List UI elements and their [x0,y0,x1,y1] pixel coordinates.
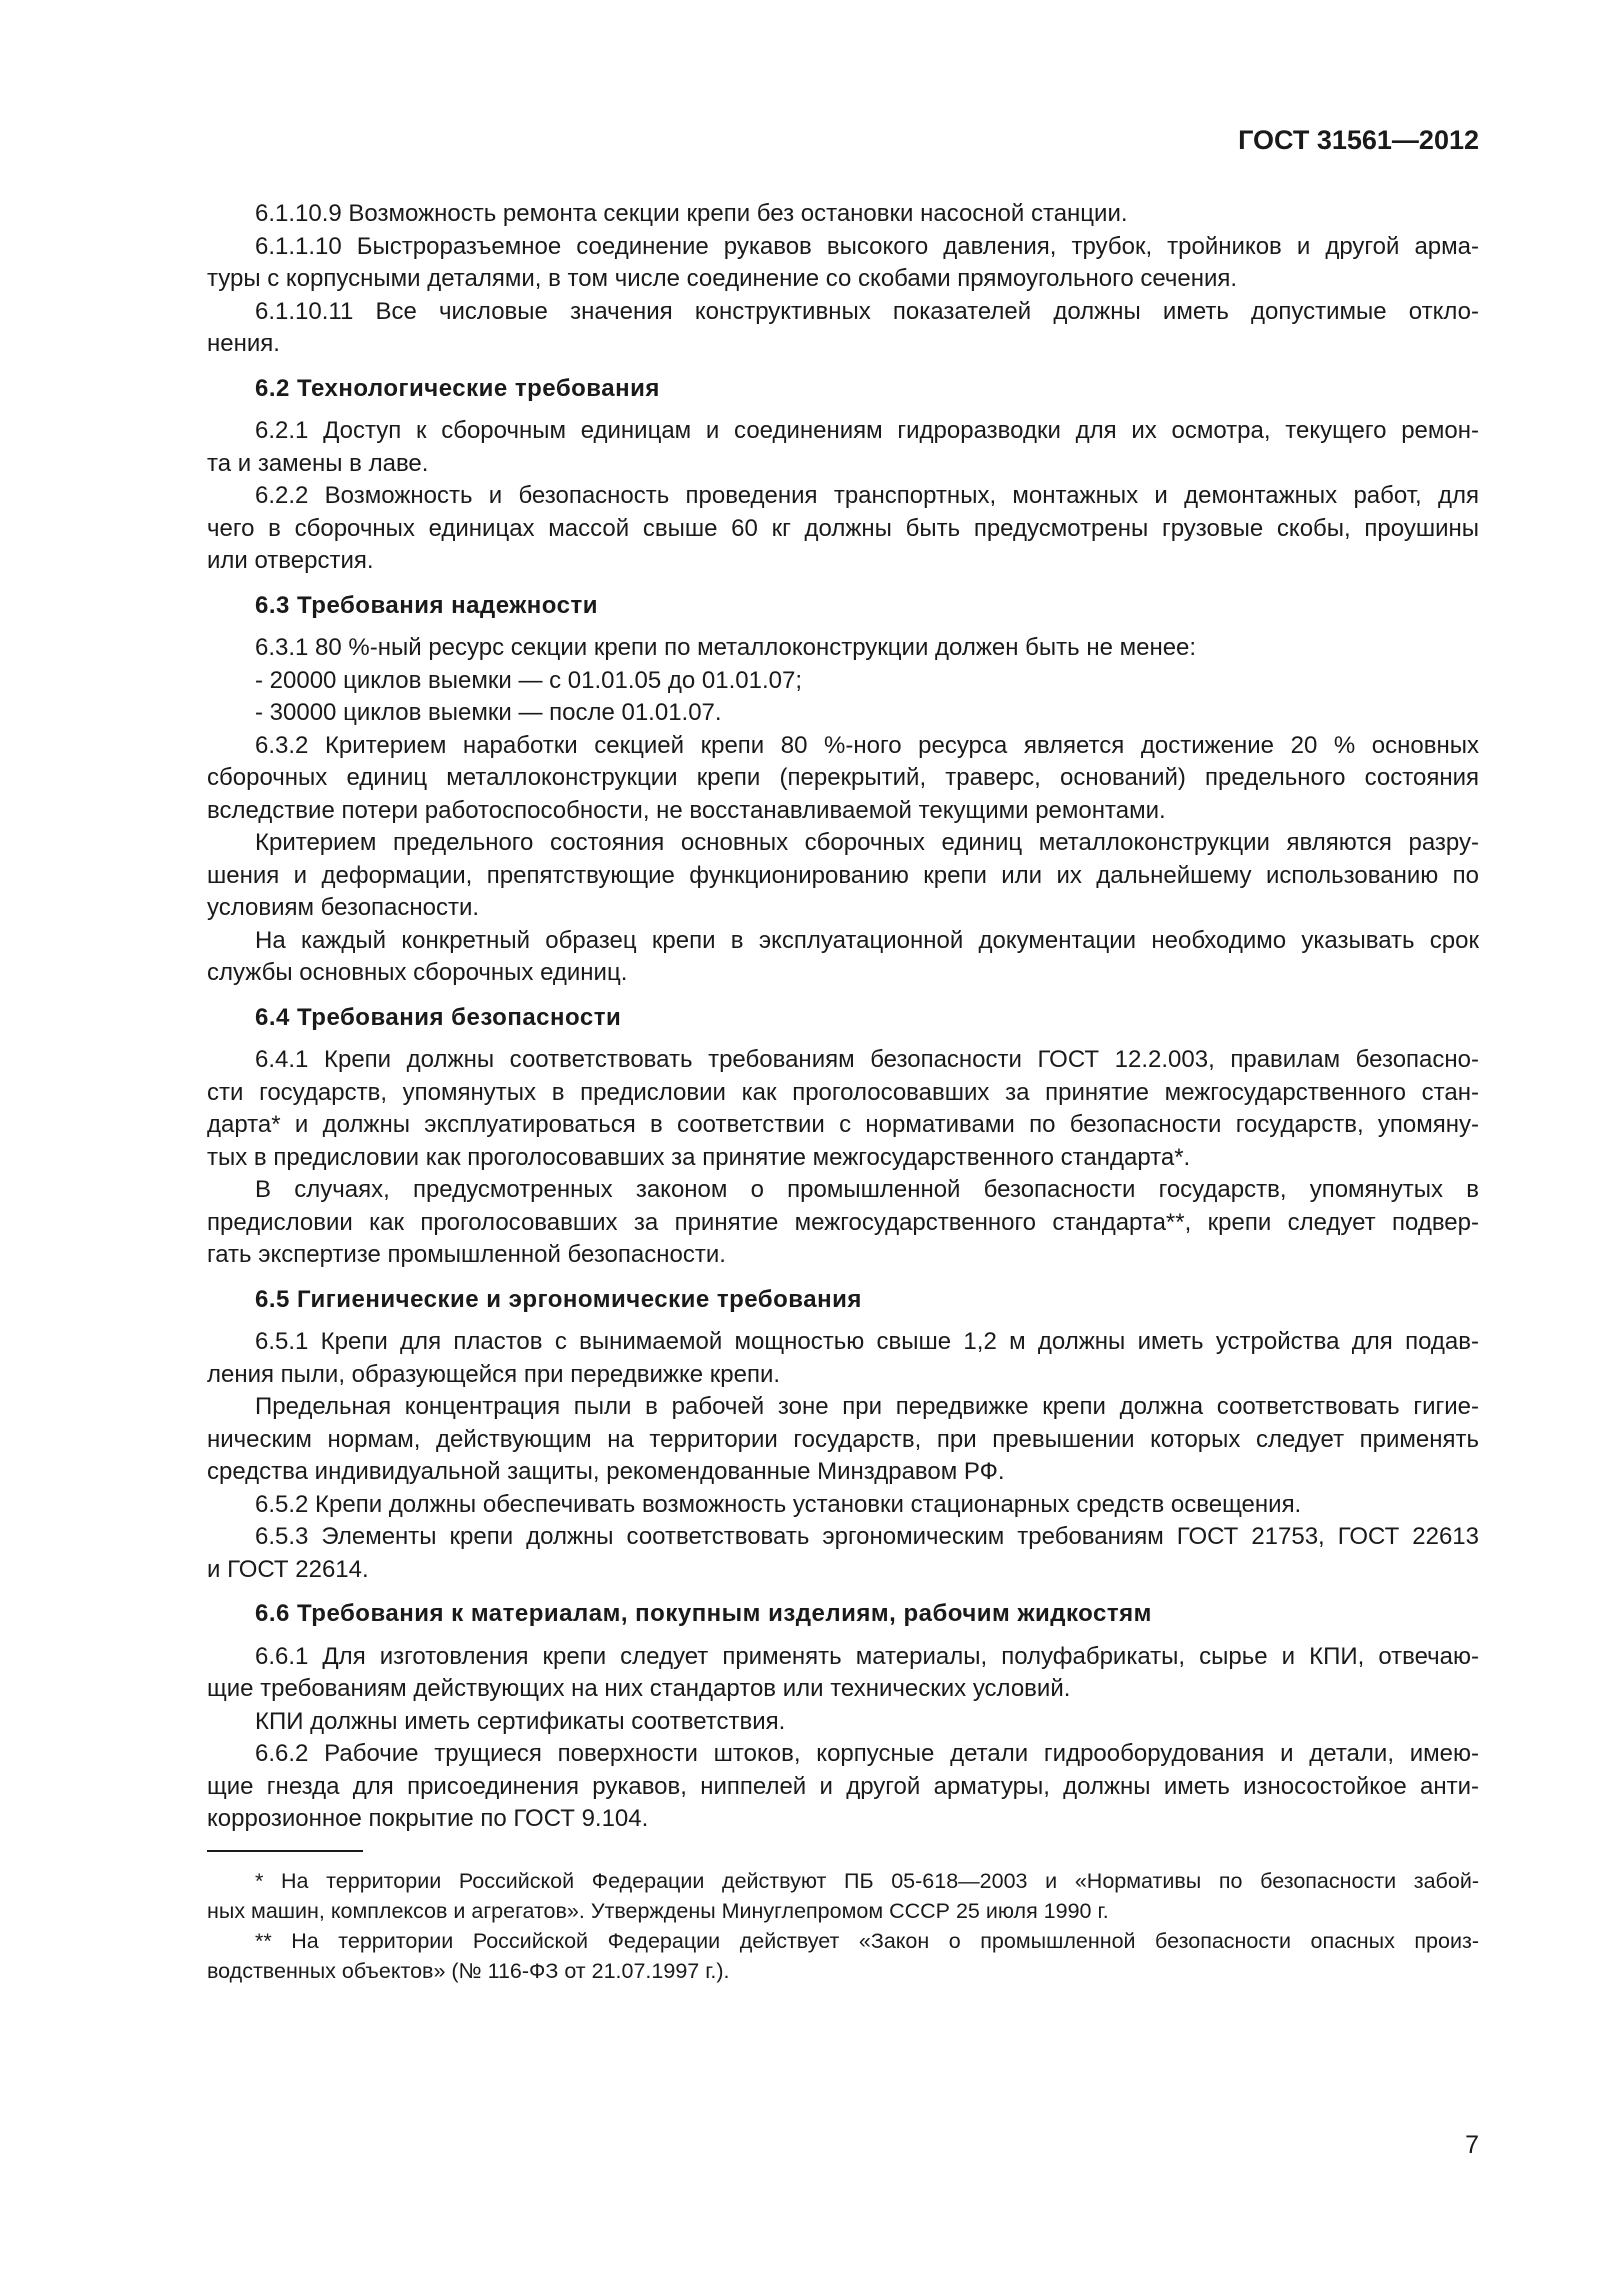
standard-designation: ГОСТ 31561—2012 [1238,125,1479,155]
text-line: ления пыли, образующейся при передвижке крепи. [207,1360,781,1388]
text-line: условиям безопасности. [207,894,480,921]
paragraph-p1 [207,198,1479,231]
text-line: щие гнезда для присоединения рукавов, ниппелей и другой арматуры, должны иметь износостойкое анти- [207,1772,1479,1800]
text-line: сборочных единиц металлоконструкции крепи (перекрытий, траверс, оснований) предельного состояния [207,764,1479,791]
paragraph-p16 [207,1489,1479,1522]
text-line: 6.2.2 Возможность и безопасность проведения транспортных, монтажных и демонтажных работ, для [255,482,1479,509]
text-line: службы основных сборочных единиц. [207,959,628,986]
text-line: или отверстия. [207,547,374,574]
section-heading-h63: 6.3 Требования надежности [255,591,598,619]
text-line: коррозионное покрытие по ГОСТ 9.104. [207,1805,649,1832]
paragraph-p14 [207,1326,1479,1391]
paragraph-p9 [207,730,1479,828]
text-line: чего в сборочных единицах массой свыше 60 кг должны быть предусмотрены грузовые скобы, проушины [207,514,1479,542]
text-line: Предельная концентрация пыли в рабочей зоне при передвижке крепи должна соответствовать гигие- [255,1393,1479,1420]
text-line: 6.2.1 Доступ к сборочным единицам и соединениям гидроразводки для их осмотра, текущего ремон- [255,417,1479,444]
text-line: дарта* и должны эксплуатироваться в соответствии с нормативами по безопасности государств, упомяну- [207,1111,1479,1138]
text-line: На каждый конкретный образец крепи в эксплуатационной документации необходимо указывать срок [255,926,1479,954]
text-line: та и замены в лаве. [207,449,429,477]
text-line: - 30000 циклов выемки — после 01.01.07. [255,699,722,726]
paragraph-p10 [207,827,1479,925]
section-heading-h66: 6.6 Требования к материалам, покупным изделиям, рабочим жидкостям [255,1600,1152,1627]
text-line: нения. [207,330,280,357]
paragraph-p7 [207,665,1479,698]
text-line: - 20000 циклов выемки — с 01.01.05 до 01.01.07; [255,666,802,694]
text-line: КПИ должны иметь сертификаты соответствия. [255,1707,786,1735]
footnote-line: водственных объектов» (№ 116-ФЗ от 21.07.1997 г.). [207,1958,730,1983]
footnote-fn2 [207,1926,1479,1986]
text-line: 6.5.1 Крепи для пластов с вынимаемой мощностью свыше 1,2 м должны иметь устройства для подав- [255,1328,1479,1355]
paragraph-p11 [207,925,1479,990]
paragraph-p3 [207,296,1479,361]
paragraph-p17 [207,1521,1479,1586]
paragraph-p18 [207,1641,1479,1706]
paragraph-p4 [207,415,1479,480]
footnote-line: ных машин, комплексов и агрегатов». Утверждены Минуглепромом СССР 25 июля 1990 г. [207,1898,1109,1923]
text-line: шения и деформации, препятствующие функционированию крепи или их дальнейшему использованию по [207,861,1479,889]
text-line: 6.1.10.9 Возможность ремонта секции крепи без остановки насосной станции. [255,200,1128,227]
text-line: 6.1.10.11 Все числовые значения конструктивных показателей должны иметь допустимые откло- [255,297,1479,325]
paragraph-p12 [207,1044,1479,1174]
section-heading-h62: 6.2 Технологические требования [255,374,660,402]
page-number: 7 [1465,2131,1479,2159]
text-line: 6.4.1 Крепи должны соответствовать требованиям безопасности ГОСТ 12.2.003, правилам безопасно- [255,1046,1479,1073]
text-line: и ГОСТ 22614. [207,1555,369,1583]
text-line: 6.5.3 Элементы крепи должны соответствовать эргономическим требованиям ГОСТ 21753, ГОСТ 22613 [255,1523,1479,1550]
text-line: тых в предисловии как проголосовавших за принятие межгосударственного стандарта*. [207,1143,1191,1171]
text-line: гать экспертизе промышленной безопасности. [207,1241,726,1268]
text-line: средства индивидуальной защиты, рекомендованные Минздравом РФ. [207,1458,1005,1485]
text-line: 6.6.2 Рабочие трущиеся поверхности штоков, корпусные детали гидрооборудования и детали, имею- [255,1740,1479,1767]
paragraph-p15 [207,1391,1479,1489]
text-line: вследствие потери работоспособности, не восстанавливаемой текущими ремонтами. [207,796,1166,824]
text-line: предисловии как проголосовавших за принятие межгосударственного стандарта**, крепи следует подвер- [207,1208,1479,1236]
footnote-line: ** На территории Российской Федерации действует «Закон о промышленной безопасности опасных произ- [255,1928,1479,1953]
text-line: щие требованиям действующих на них стандартов или технических условий. [207,1675,1071,1702]
text-line: В случаях, предусмотренных законом о промышленной безопасности государств, упомянутых в [255,1176,1479,1203]
text-line: 6.3.1 80 %-ный ресурс секции крепи по металлоконструкции должен быть не менее: [255,634,1197,661]
text-line: туры с корпусными деталями, в том числе соединение со скобами прямоугольного сечения. [207,265,1238,292]
text-line: ническим нормам, действующим на территории государств, при превышении которых следует применять [207,1425,1479,1453]
text-line: 6.5.2 Крепи должны обеспечивать возможность установки стационарных средств освещения. [255,1490,1302,1518]
text-line: сти государств, упомянутых в предисловии как проголосовавших за принятие межгосударственного стан- [207,1078,1479,1106]
text-line: Критерием предельного состояния основных сборочных единиц металлоконструкции являются разру- [255,829,1479,856]
footnote-line: * На территории Российской Федерации действуют ПБ 05-618—2003 и «Нормативы по безопасности забой- [255,1868,1479,1893]
paragraph-p19 [207,1706,1479,1739]
paragraph-p6 [207,632,1479,665]
footnotes [207,1866,1479,1986]
paragraph-p20 [207,1738,1479,1836]
paragraph-p8 [207,697,1479,730]
text-line: 6.3.2 Критерием наработки секцией крепи 80 %-ного ресурса является достижение 20 % основных [255,731,1479,759]
document-page [207,0,1479,2283]
paragraph-p13 [207,1174,1479,1272]
document-body [207,198,1479,1986]
paragraph-p2 [207,231,1479,296]
footnote-fn1 [207,1866,1479,1926]
text-line: 6.6.1 Для изготовления крепи следует применять материалы, полуфабрикаты, сырье и КПИ, отвечаю- [255,1642,1479,1670]
paragraph-p5 [207,480,1479,578]
footnote-separator [207,1850,363,1852]
section-heading-h65: 6.5 Гигиенические и эргономические требования [255,1285,862,1313]
section-heading-h64: 6.4 Требования безопасности [255,1003,622,1031]
text-line: 6.1.1.10 Быстроразъемное соединение рукавов высокого давления, трубок, тройников и другой арма- [255,232,1479,260]
